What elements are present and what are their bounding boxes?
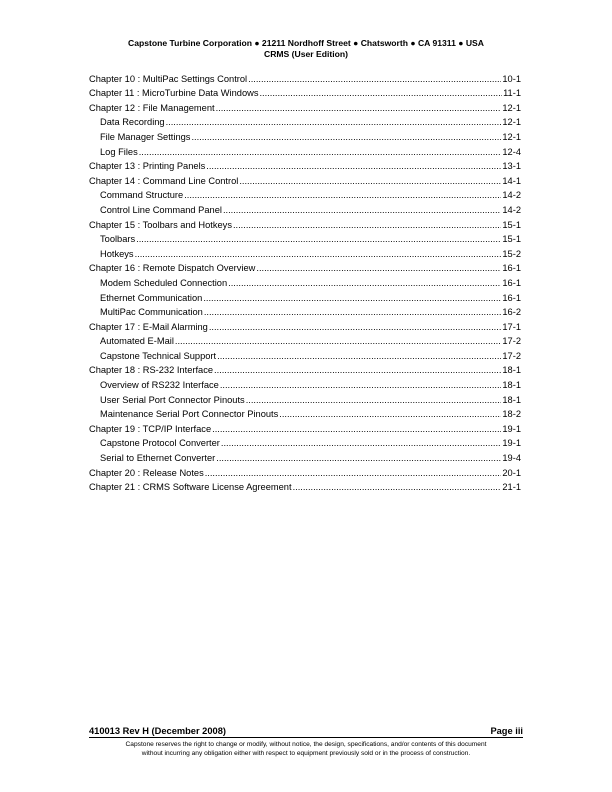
toc-dot-leader xyxy=(233,220,501,231)
toc-dot-leader xyxy=(220,380,502,391)
toc-entry-page: 20-1 xyxy=(502,467,521,478)
toc-section-entry[interactable] xyxy=(89,245,521,260)
toc-entry-page: 19-1 xyxy=(502,438,521,449)
toc-dot-leader xyxy=(216,103,502,114)
toc-entry-page: 12-1 xyxy=(502,102,521,113)
toc-entry-page: 12-1 xyxy=(502,131,521,142)
toc-chapter-entry[interactable] xyxy=(89,85,521,100)
toc-dot-leader xyxy=(223,205,501,216)
toc-entry-label: Command Structure xyxy=(100,190,184,201)
toc-section-entry[interactable] xyxy=(89,347,521,362)
toc-dot-leader xyxy=(136,234,501,245)
toc-entry-label: Hotkeys xyxy=(100,248,134,259)
toc-chapter-entry[interactable] xyxy=(89,260,521,275)
toc-entry-page: 15-1 xyxy=(502,219,521,230)
toc-section-entry[interactable] xyxy=(89,376,521,391)
toc-dot-leader xyxy=(239,176,501,187)
toc-entry-label: Overview of RS232 Interface xyxy=(100,380,219,391)
toc-dot-leader xyxy=(209,322,502,333)
toc-dot-leader xyxy=(256,263,501,274)
toc-entry-page: 21-1 xyxy=(502,482,521,493)
header-company-line: Capstone Turbine Corporation ● 21211 Nordhoff Street ● Chatsworth ● CA 91311 ● USA xyxy=(128,38,484,48)
toc-entry-page: 17-2 xyxy=(502,350,521,361)
toc-entry-label: MultiPac Communication xyxy=(100,307,203,318)
toc-chapter-entry[interactable] xyxy=(89,70,521,85)
toc-entry-page: 14-2 xyxy=(502,190,521,201)
toc-entry-label: Chapter 21 : CRMS Software License Agreement xyxy=(89,482,292,493)
toc-entry-page: 19-1 xyxy=(502,423,521,434)
toc-entry-label: Serial to Ethernet Converter xyxy=(100,453,216,464)
toc-chapter-entry[interactable] xyxy=(89,362,521,377)
toc-entry-label: Chapter 17 : E-Mail Alarming xyxy=(89,321,208,332)
toc-section-entry[interactable] xyxy=(89,435,521,450)
toc-entry-page: 16-2 xyxy=(502,307,521,318)
toc-entry-label: Log Files xyxy=(100,146,138,157)
toc-entry-label: File Manager Settings xyxy=(100,131,191,142)
toc-entry-page: 18-1 xyxy=(502,365,521,376)
toc-dot-leader xyxy=(139,147,502,158)
toc-dot-leader xyxy=(205,468,502,479)
toc-entry-page: 14-2 xyxy=(502,204,521,215)
toc-dot-leader xyxy=(279,409,501,420)
toc-entry-page: 10-1 xyxy=(502,73,521,84)
toc-entry-label: Maintenance Serial Port Connector Pinouts xyxy=(100,409,279,420)
footer-notice xyxy=(89,740,523,758)
toc-entry-page: 17-1 xyxy=(502,321,521,332)
toc-entry-label: Chapter 19 : TCP/IP Interface xyxy=(89,423,212,434)
toc-entry-label: Chapter 10 : MultiPac Settings Control xyxy=(89,73,248,84)
toc-chapter-entry[interactable] xyxy=(89,158,521,173)
toc-dot-leader xyxy=(216,453,501,464)
toc-dot-leader xyxy=(248,74,501,85)
toc-dot-leader xyxy=(203,293,501,304)
toc-entry-label: Chapter 20 : Release Notes xyxy=(89,467,204,478)
toc-entry-label: Chapter 18 : RS-232 Interface xyxy=(89,365,214,376)
header-edition-line: CRMS (User Edition) xyxy=(263,49,349,59)
toc-entry-label: Chapter 12 : File Management xyxy=(89,102,215,113)
page-footer xyxy=(89,726,523,758)
toc-chapter-entry[interactable] xyxy=(89,172,521,187)
toc-section-entry[interactable] xyxy=(89,231,521,246)
toc-dot-leader xyxy=(212,424,501,435)
toc-section-entry[interactable] xyxy=(89,187,521,202)
toc-entry-label: Toolbars xyxy=(100,234,136,245)
toc-dot-leader xyxy=(206,161,501,172)
toc-section-entry[interactable] xyxy=(89,274,521,289)
toc-entry-label: Chapter 15 : Toolbars and Hotkeys xyxy=(89,219,232,230)
toc-section-entry[interactable] xyxy=(89,201,521,216)
toc-dot-leader xyxy=(293,482,502,493)
toc-dot-leader xyxy=(221,438,502,449)
toc-entry-label: Control Line Command Panel xyxy=(100,204,222,215)
toc-dot-leader xyxy=(184,190,501,201)
toc-dot-leader xyxy=(166,117,502,128)
toc-section-entry[interactable] xyxy=(89,333,521,348)
toc-entry-label: Ethernet Communication xyxy=(100,292,203,303)
toc-entry-label: Modem Scheduled Connection xyxy=(100,277,228,288)
toc-dot-leader xyxy=(214,365,501,376)
toc-section-entry[interactable] xyxy=(89,391,521,406)
toc-section-entry[interactable] xyxy=(89,406,521,421)
toc-entry-label: Automated E-Mail xyxy=(100,336,174,347)
toc-chapter-entry[interactable] xyxy=(89,464,521,479)
toc-entry-page: 16-1 xyxy=(502,292,521,303)
toc-chapter-entry[interactable] xyxy=(89,216,521,231)
toc-entry-label: Data Recording xyxy=(100,117,165,128)
toc-entry-label: Chapter 11 : MicroTurbine Data Windows xyxy=(89,88,259,99)
toc-entry-page: 15-1 xyxy=(502,234,521,245)
toc-section-entry[interactable] xyxy=(89,304,521,319)
toc-entry-label: Chapter 16 : Remote Dispatch Overview xyxy=(89,263,256,274)
toc-dot-leader xyxy=(259,88,502,99)
toc-section-entry[interactable] xyxy=(89,449,521,464)
toc-entry-page: 15-2 xyxy=(502,248,521,259)
toc-dot-leader xyxy=(204,307,502,318)
toc-entry-page: 18-2 xyxy=(502,409,521,420)
toc-dot-leader xyxy=(246,395,502,406)
toc-section-entry[interactable] xyxy=(89,114,521,129)
toc-chapter-entry[interactable] xyxy=(89,99,521,114)
toc-chapter-entry[interactable] xyxy=(89,479,521,494)
toc-section-entry[interactable] xyxy=(89,143,521,158)
toc-entry-page: 13-1 xyxy=(502,161,521,172)
toc-entry-label: Capstone Technical Support xyxy=(100,350,217,361)
toc-entry-label: Chapter 14 : Command Line Control xyxy=(89,175,239,186)
toc-entry-page: 16-1 xyxy=(502,263,521,274)
toc-dot-leader xyxy=(217,351,501,362)
toc-entry-page: 16-1 xyxy=(502,277,521,288)
footer-page-number: Page iii xyxy=(490,726,523,736)
toc-entry-page: 17-2 xyxy=(502,336,521,347)
toc-section-entry[interactable] xyxy=(89,128,521,143)
toc-entry-label: User Serial Port Connector Pinouts xyxy=(100,394,245,405)
toc-entry-page: 18-1 xyxy=(502,394,521,405)
toc-chapter-entry[interactable] xyxy=(89,318,521,333)
toc-entry-page: 14-1 xyxy=(502,175,521,186)
footer-notice-line-1: Capstone reserves the right to change or modify, without notice, the design, specifications, and/or contents of this document xyxy=(125,741,487,748)
toc-section-entry[interactable] xyxy=(89,289,521,304)
toc-entry-page: 11-1 xyxy=(503,88,521,99)
toc-entry-label: Capstone Protocol Converter xyxy=(100,438,220,449)
toc-entry-page: 19-4 xyxy=(502,453,521,464)
toc-entry-page: 12-1 xyxy=(502,117,521,128)
toc-entry-label: Chapter 13 : Printing Panels xyxy=(89,161,206,172)
toc-dot-leader xyxy=(228,278,501,289)
footer-notice-line-2: without incurring any obligation either with respect to equipment previously sold or in the process of construction. xyxy=(141,750,471,757)
toc-dot-leader xyxy=(191,132,501,143)
toc-dot-leader xyxy=(175,336,502,347)
toc-dot-leader xyxy=(135,249,502,260)
toc-entry-page: 12-4 xyxy=(502,146,521,157)
footer-doc-id: 410013 Rev H (December 2008) xyxy=(89,726,226,736)
page-header xyxy=(0,38,612,60)
toc-chapter-entry[interactable] xyxy=(89,420,521,435)
table-of-contents xyxy=(89,70,521,493)
toc-entry-page: 18-1 xyxy=(502,380,521,391)
